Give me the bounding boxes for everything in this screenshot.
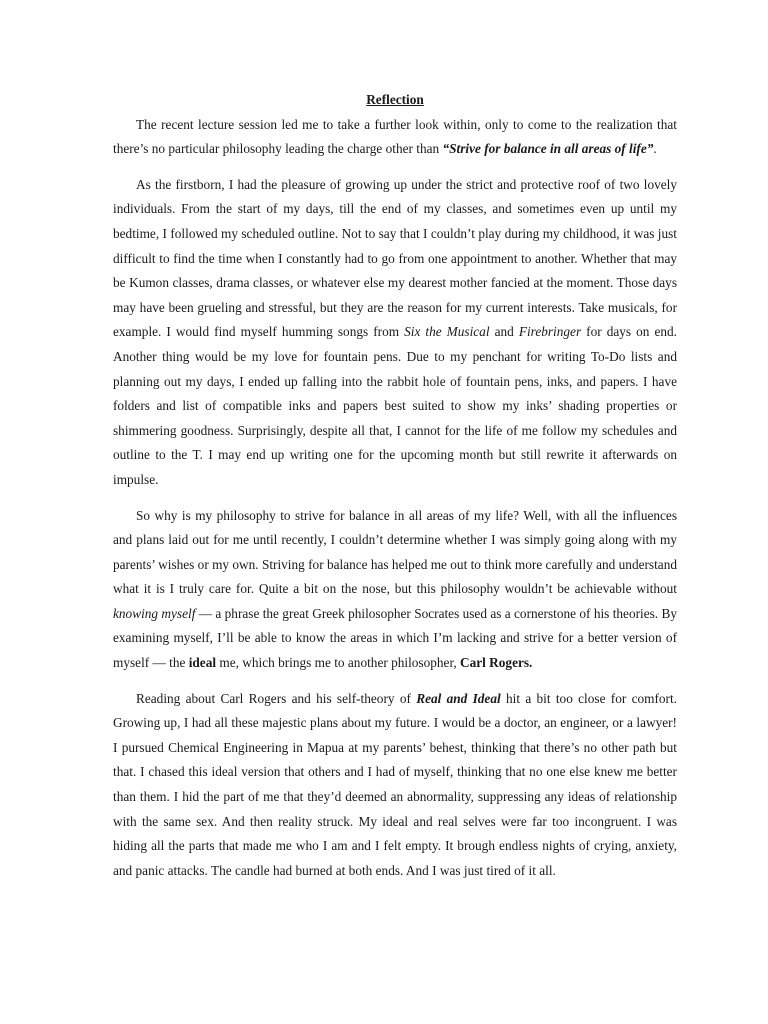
paragraph-2 [113, 173, 677, 493]
paragraph-4-text-2: hit a bit too close for comfort. Growing up, I had all these majestic plans about my future. I would be a doctor, an engineer, or a lawyer! I pursued Chemical Engineering in Mapua at my parents’ behest, thinking that there’s no other path but that. I chased this ideal version that others and I had of myself, thinking that no one else knew me better than them. I hid the part of me that they’d deemed an abnormality, suppressing any ideas of relationship with the same sex. And then reality struck. My ideal and real selves were far too incongruent. I was hiding all the parts that made me who I am and I felt empty. It brough endless nights of crying, anxiety, and panic attacks. The candle had burned at both ends. And I was just tired of it all. [113, 690, 677, 878]
paragraph-1 [113, 113, 677, 162]
paragraph-3-text-1: So why is my philosophy to strive for balance in all areas of my life? Well, with all the influences and plans laid out for me until recently, I couldn’t determine whether I was simply going along with my parents’ wishes or my own. Striving for balance has helped me out to think more carefully and understand what it is I truly care for. Quite a bit on the nose, but this philosophy wouldn’t be achievable without [113, 507, 677, 597]
paragraph-2-text-2: and [489, 324, 519, 340]
document-page [113, 88, 677, 894]
paragraph-3-text-2: — a phrase the great Greek philosopher Socrates used as a cornerstone of his theories. By examining myself, I’ll be able to know the areas in which I’m lacking and strive for a better version of myself — the [113, 605, 677, 671]
paragraph-2-text-1: As the firstborn, I had the pleasure of growing up under the strict and protective roof of two lovely individuals. From the start of my days, till the end of my classes, and sometimes even up until my bedtime, I followed my scheduled outline. Not to say that I couldn’t play during my childhood, it was just difficult to find the time when I constantly had to go from one appointment to another. Whether that may be Kumon classes, drama classes, or whatever else my dearest mother fancied at the moment. Those days may have been grueling and stressful, but they are the reason for my current interests. Take musicals, for example. I would find myself humming songs from [113, 176, 677, 340]
theory-real-and-ideal: Real and Ideal [416, 690, 501, 706]
paragraph-4-text-1: Reading about Carl Rogers and his self-theory of [136, 690, 417, 706]
term-ideal: ideal [188, 655, 217, 671]
paragraph-2-text-3: for days on end. Another thing would be my love for fountain pens. Due to my penchant for writing To-Do lists and planning out my days, I ended up falling into the rabbit hole of fountain pens, inks, and papers. I have folders and list of compatible inks and papers best suited to show my inks’ shading properties or shimmering goodness. Surprisingly, despite all that, I cannot for the life of me follow my schedules and outline to the T. I may end up writing one for the upcoming month but still rewrite it afterwards on impulse. [113, 324, 677, 487]
name-carl-rogers: Carl Rogers. [460, 655, 533, 671]
paragraph-3-text-3: me, which brings me to another philosopher, [216, 655, 460, 671]
paragraph-3 [113, 504, 677, 676]
paragraph-1-text-2: . [653, 141, 657, 157]
philosophy-quote: “Strive for balance in all areas of life” [442, 141, 654, 157]
phrase-knowing-myself: knowing myself [113, 605, 196, 621]
musical-title-six: Six the Musical [404, 324, 490, 340]
musical-title-firebringer: Firebringer [518, 324, 582, 340]
paragraph-1-text-1: The recent lecture session led me to take a further look within, only to come to the realization that there’s no particular philosophy leading the charge other than [113, 116, 677, 157]
document-title: Reflection [366, 92, 424, 107]
paragraph-4 [113, 687, 677, 884]
